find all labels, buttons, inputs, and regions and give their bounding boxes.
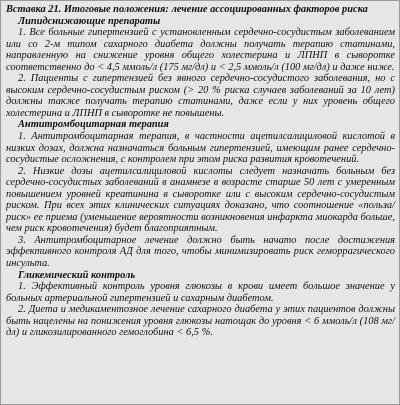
paragraph-antiplatelet-1: 1. Антитромбоцитарная терапия, в частности ацетилсалициловой кислотой в низких дозах, должна назначаться больным гипертензией, имеющим ранее сердечно-сосудистые осложнения, с контролем при этом риска развития кровотечений. bbox=[6, 131, 395, 166]
paragraph-glycemic-1: 1. Эффективный контроль уровня глюкозы в крови имеет большое значение у больных артериальной гипертензией и сахарным диабетом. bbox=[6, 281, 395, 304]
paragraph-antiplatelet-2: 2. Низкие дозы ацетилсалициловой кислоты следует назначать больным без сердечно-сосудистых заболеваний в анамнезе в возрасте старше 50 лет с умеренным повышением уровней креатинина в сыворотке или с высоким сердечно-сосудистым риском. При всех этих клинических ситуациях доказано, что соотношение «польза/риск» ее приема (уменьшение вероятности возникновения инфаркта миокарда больше, чем риск кровотечения) будет благоприятным. bbox=[6, 165, 395, 235]
paragraph-lipid-2: 2. Пациенты с гипертензией без явного сердечно-сосудистого заболевания, но с высоким сердечно-сосудистым риском (> 20 % риска случаев заболеваний за 10 лет) должны также получать терапию статинами, даже если у них уровень общего холестерина и ЛПНП в сыворотке не повышены. bbox=[6, 73, 395, 119]
section-heading-lipid: Липидснижающие препараты bbox=[18, 15, 161, 27]
paragraph-glycemic-2: 2. Диета и медикаментозное лечение сахарного диабета у этих пациентов должны быть нацелены на понижения уровня глюкозы натощак до уровня < 6 ммоль/л (108 мг/дл) и гликозилированного гемоглобина < 6,5 %. bbox=[6, 304, 395, 339]
paragraph-lipid-1: 1. Все больные гипертензией с установленным сердечно-сосудистым заболеванием или со 2-м типом сахарного диабета должны получать терапию статинами, направленную на снижение уровня общего холестерина и ЛПНП в сыворотке соответственно до < 4,5 ммоль/л (175 мг/дл) и < 2,5 ммоль/л (100 мг/дл) и даже ниже. bbox=[6, 27, 395, 73]
section-heading-antiplatelet: Антитромбоцитарная терапия bbox=[18, 119, 169, 131]
paragraph-antiplatelet-3: 3. Антитромбоцитарное лечение должно быть начато после достижения эффективного контроля АД для того, чтобы минимизировать риск геморрагического инсульта. bbox=[6, 234, 395, 270]
section-heading-glycemic: Гликемический контроль bbox=[18, 269, 136, 281]
box-title: Вставка 21. Итоговые положения: лечение ассоциированных факторов риска bbox=[6, 4, 368, 15]
